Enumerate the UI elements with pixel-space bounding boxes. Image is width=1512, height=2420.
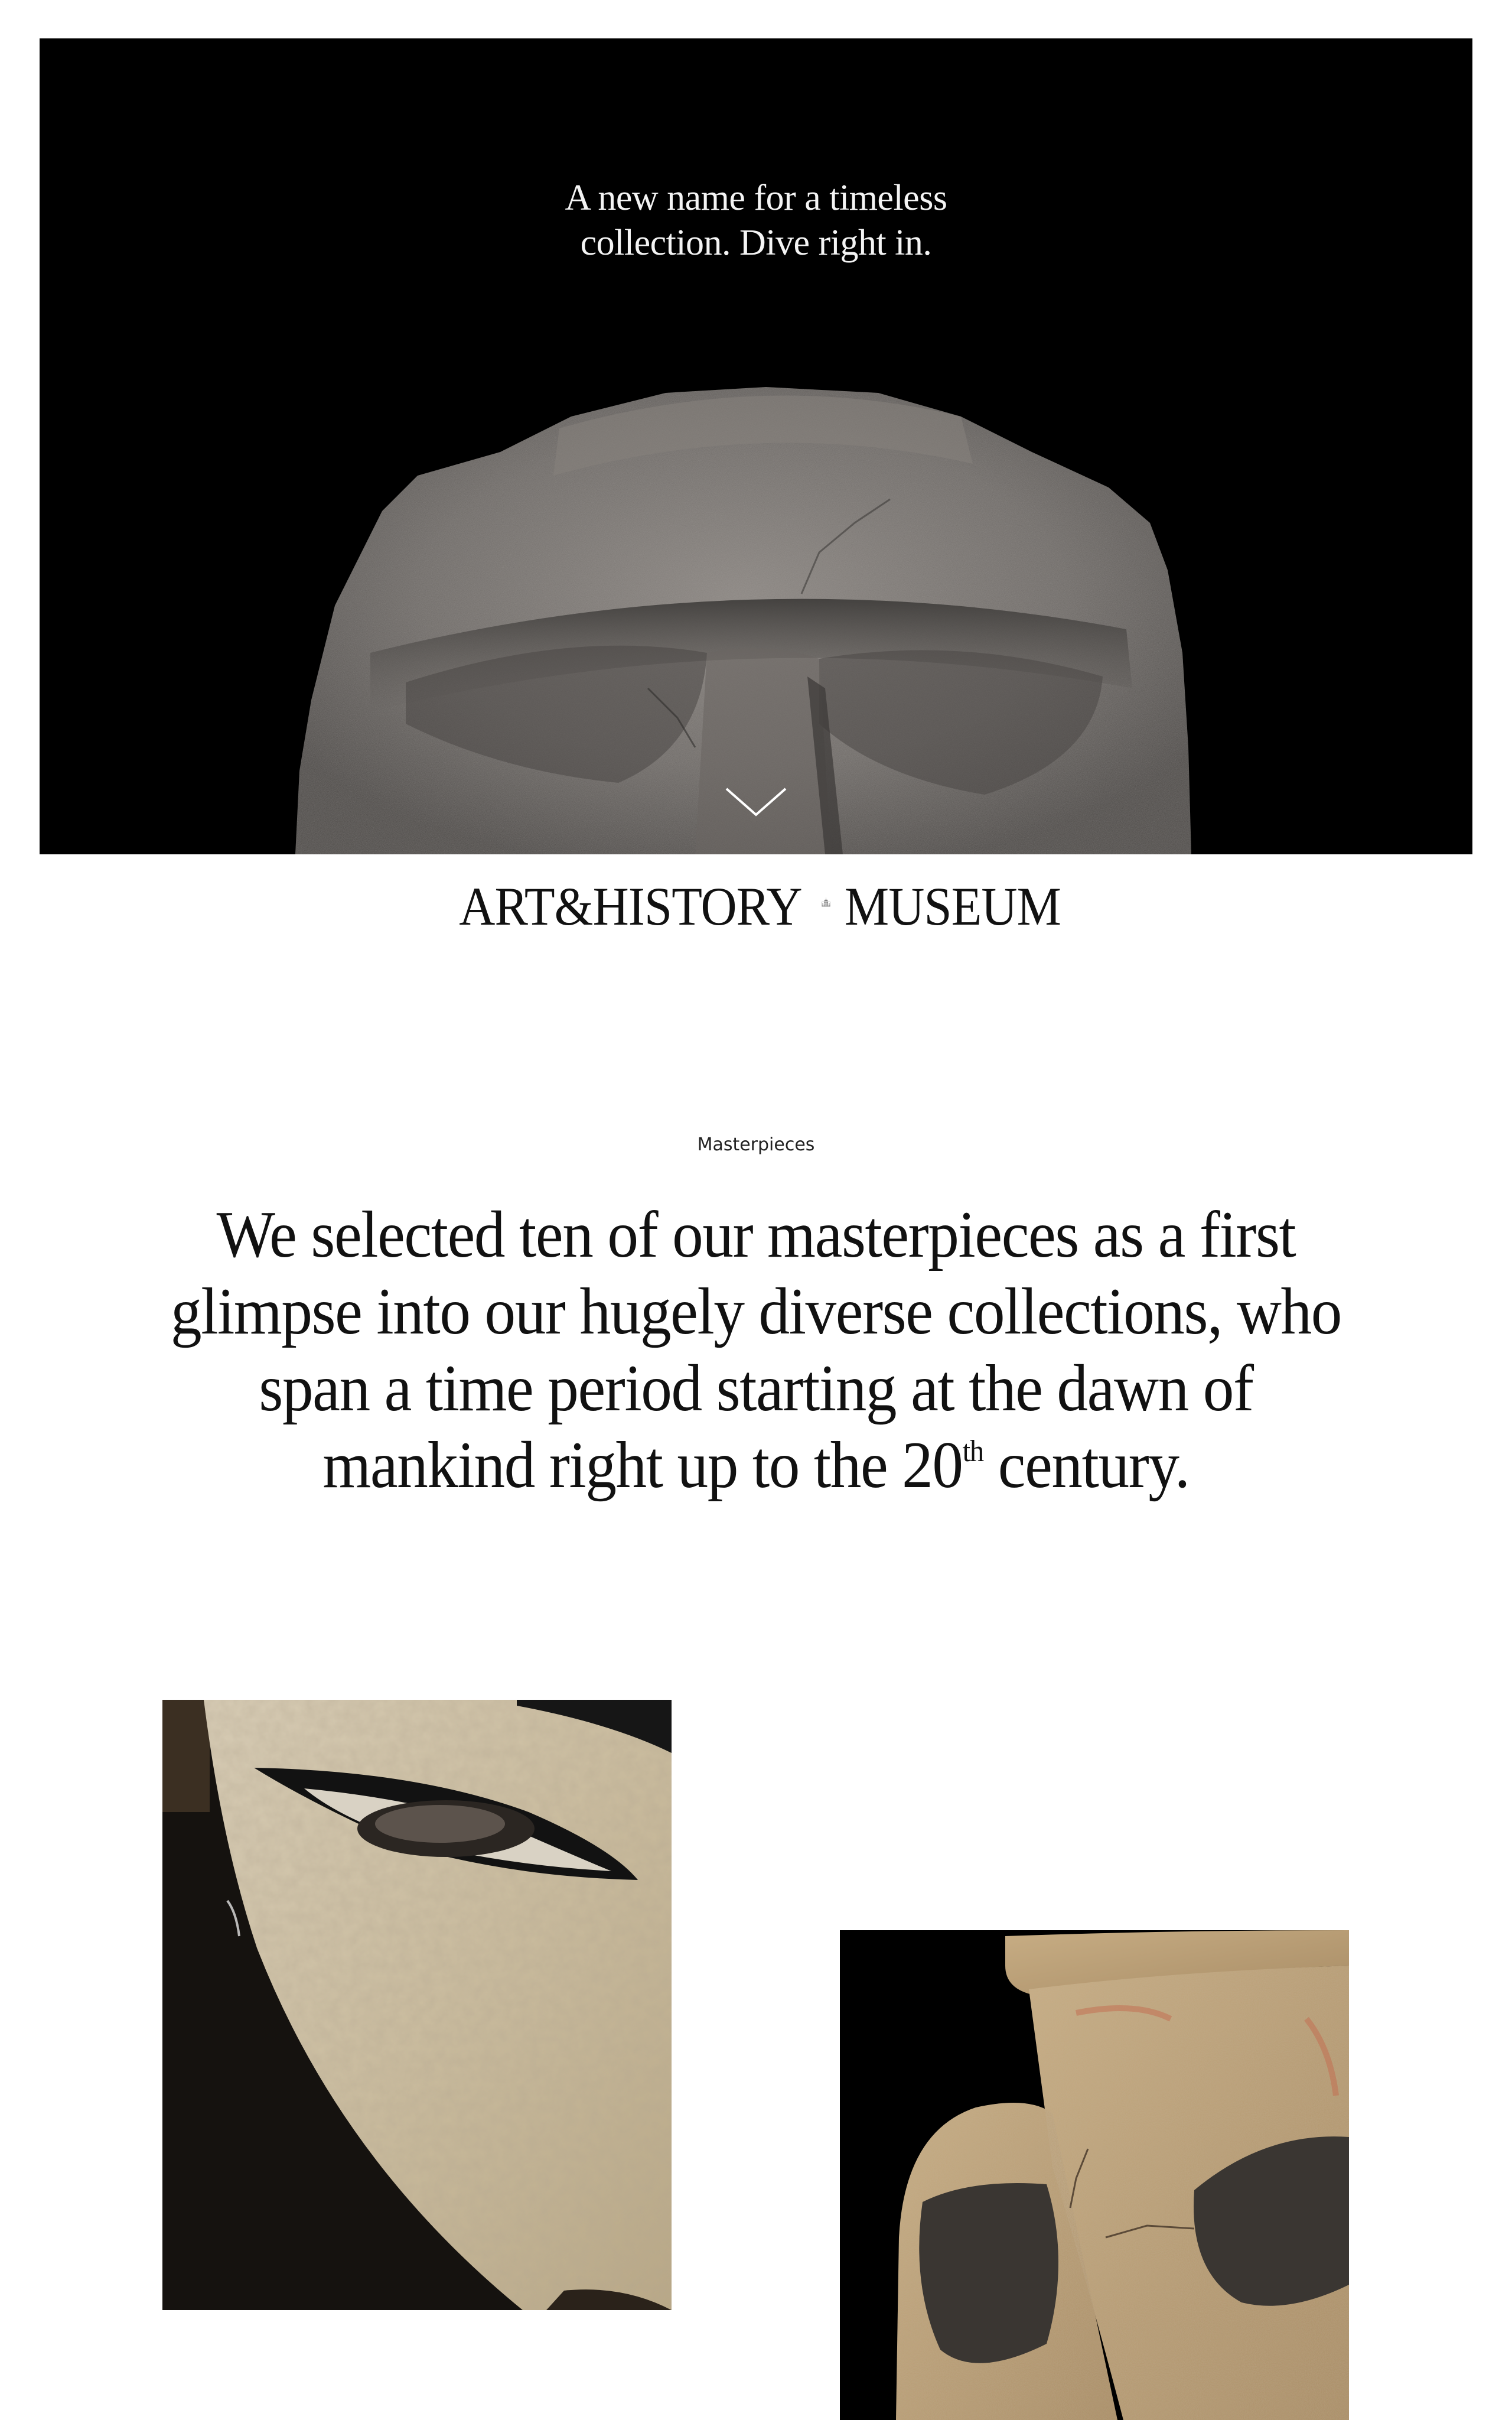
headline-line-1: We selected ten of our masterpieces as a first	[216, 1198, 1296, 1271]
headline-line-4-end: century.	[983, 1429, 1190, 1502]
masterpiece-image-ivory-face	[162, 1700, 672, 2310]
chevron-down-icon[interactable]	[725, 788, 787, 817]
museum-building-icon	[822, 873, 830, 931]
hero-tagline-line1: A new name for a timeless	[565, 178, 947, 218]
hero-tagline	[40, 175, 1472, 265]
ordinal-suffix: th	[962, 1435, 983, 1468]
masterpiece-card-terracotta-head[interactable]	[840, 1930, 1349, 2420]
museum-logo[interactable]	[444, 869, 1070, 936]
masterpiece-card-ivory-face[interactable]	[162, 1700, 672, 2310]
hero-tagline-line2: collection. Dive right in.	[580, 223, 932, 263]
logo-word-right: MUSEUM	[845, 876, 1061, 936]
masterpiece-image-terracotta-head	[840, 1930, 1349, 2420]
logo-word-left: ART&HISTORY	[459, 876, 802, 936]
headline-line-4	[157, 1427, 1355, 1504]
headline-line-4-text: mankind right up to the 20	[322, 1429, 963, 1502]
headline-line-2: glimpse into our hugely diverse collections, who	[171, 1275, 1341, 1348]
hero-sculpture-image	[40, 38, 1472, 854]
section-eyebrow-masterpieces: Masterpieces	[697, 1134, 815, 1155]
masterpieces-headline	[118, 1196, 1394, 1504]
headline-line-3: span a time period starting at the dawn of	[259, 1352, 1253, 1425]
hero-banner	[40, 38, 1472, 854]
